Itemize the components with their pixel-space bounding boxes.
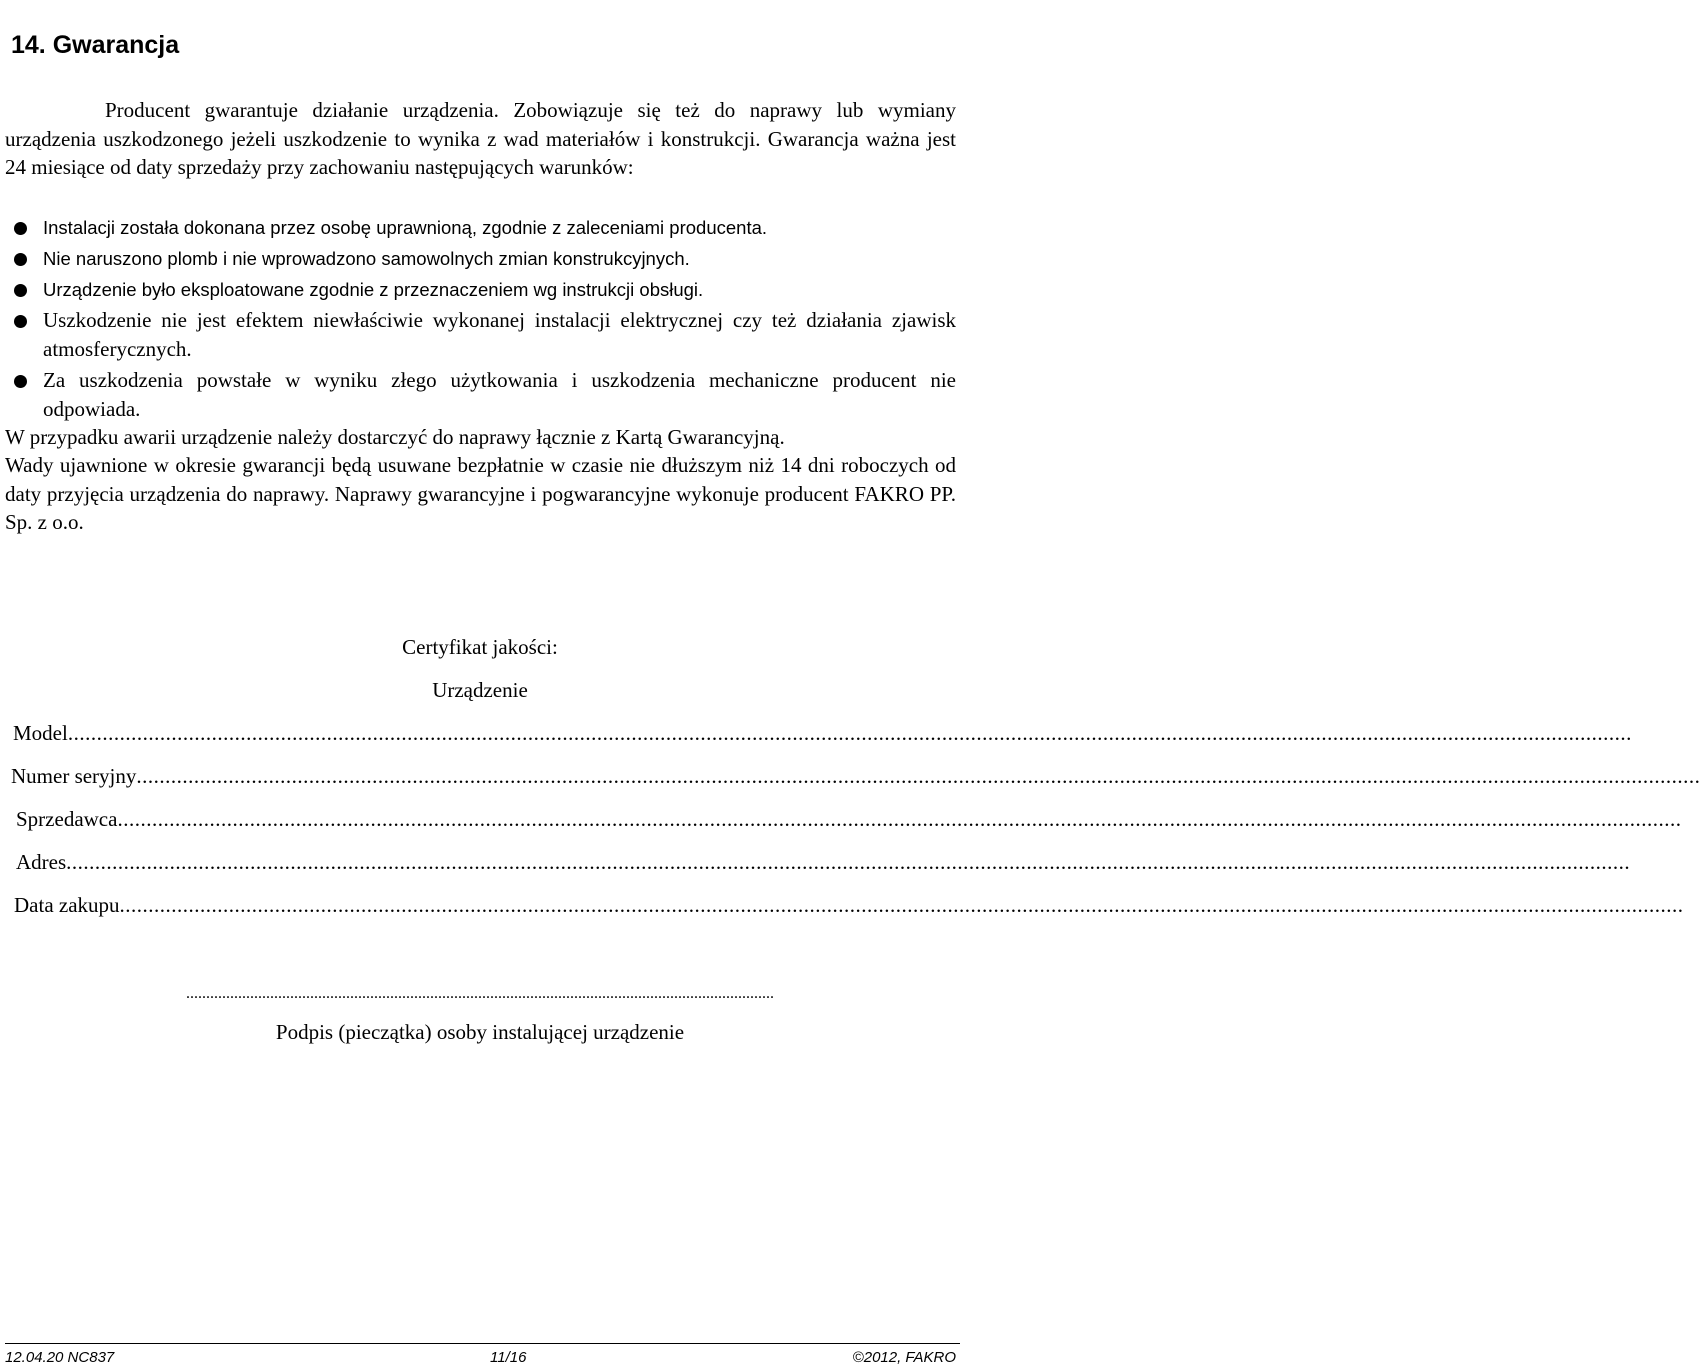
model-label: Model — [13, 721, 68, 745]
breakdown-paragraph: W przypadku awarii urządzenie należy dostarczyć do naprawy łącznie z Kartą Gwarancyjną. — [5, 425, 785, 449]
defects-paragraph: Wady ujawnione w okresie gwarancji będą usuwane bezpłatnie w czasie nie dłuższym niż 14 dni roboczych od daty przyjęcia urządzenia do naprawy. Naprawy gwarancyjne i pogwarancyjne wykonuje producent FAKRO PP. Sp. z o.o. — [5, 453, 956, 534]
signature-label: Podpis (pieczątka) osoby instalującej urządzenie — [275, 1020, 685, 1044]
model-field[interactable] — [13, 721, 1632, 746]
purchase-date-label: Data zakupu — [14, 893, 120, 917]
condition-item — [5, 213, 956, 242]
condition-text: Urządzenie było eksploatowane zgodnie z przeznaczeniem wg instrukcji obsługi. — [43, 279, 704, 300]
bullet-icon — [14, 315, 27, 328]
footer-copyright: ©2012, FAKRO — [852, 1349, 956, 1366]
certificate-subtitle: Urządzenie — [432, 678, 528, 702]
warranty-conditions-list — [5, 213, 956, 426]
condition-item — [5, 306, 956, 364]
address-field[interactable] — [16, 850, 1631, 875]
bullet-icon — [14, 253, 27, 266]
condition-text: Za uszkodzenia powstałe w wyniku złego użytkowania i uszkodzenia mechaniczne producent nie odpowiada. — [43, 368, 956, 421]
serial-number-dots: ................................................................................................................................................................................................................................................................................ — [136, 764, 1700, 788]
section-heading: 14. Gwarancja — [11, 31, 180, 59]
purchase-date-dots: ................................................................................................................................................................................................................................................................................ — [119, 893, 1684, 917]
condition-text: Uszkodzenie nie jest efektem niewłaściwie wykonanej instalacji elektrycznej czy też działania zjawisk atmosferycznych. — [43, 308, 956, 361]
certificate-title: Certyfikat jakości: — [402, 635, 558, 659]
bullet-icon — [14, 375, 27, 388]
purchase-date-field[interactable] — [14, 893, 1684, 918]
model-dots: ................................................................................................................................................................................................................................................................................ — [67, 721, 1632, 745]
signature-line[interactable]: ................................................................................................................................................... — [186, 985, 774, 1002]
serial-number-label: Numer seryjny — [11, 764, 137, 788]
condition-item — [5, 275, 956, 304]
footer-page-number: 11/16 — [490, 1349, 527, 1366]
condition-item — [5, 244, 956, 273]
condition-text: Nie naruszono plomb i nie wprowadzono samowolnych zmian konstrukcyjnych. — [43, 248, 690, 269]
seller-label: Sprzedawca — [16, 807, 118, 831]
condition-text: Instalacji została dokonana przez osobę uprawnioną, zgodnie z zaleceniami producenta. — [43, 217, 768, 238]
warranty-intro: Producent gwarantuje działanie urządzenia. Zobowiązuje się też do naprawy lub wymiany urządzenia uszkodzonego jeżeli uszkodzenie to wynika z wad materiałów i konstrukcji. Gwarancja ważna jest 24 miesiące od daty sprzedaży przy zachowaniu następujących warunków: — [5, 98, 956, 179]
serial-number-field[interactable] — [11, 764, 1700, 789]
bullet-icon — [14, 284, 27, 297]
bullet-icon — [14, 222, 27, 235]
condition-item — [5, 366, 956, 424]
address-dots: ................................................................................................................................................................................................................................................................................ — [66, 850, 1631, 874]
footer-divider — [5, 1343, 960, 1344]
address-label: Adres — [16, 850, 67, 874]
seller-dots: ................................................................................................................................................................................................................................................................................ — [117, 807, 1682, 831]
seller-field[interactable] — [16, 807, 1682, 832]
footer-document-code: 12.04.20 NC837 — [5, 1349, 115, 1366]
